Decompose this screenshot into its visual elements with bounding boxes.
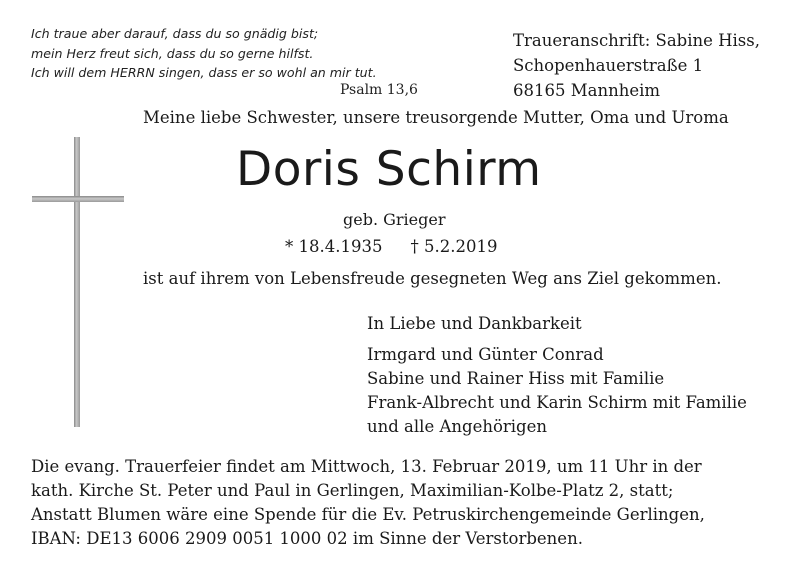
verse-line: Ich will dem HERRN singen, dass er so wohl an mir tut.: [31, 65, 377, 80]
intro-line: Meine liebe Schwester, unsere treusorgende Mutter, Oma und Uroma: [143, 108, 729, 127]
mourning-address: [513, 28, 760, 103]
funeral-details-line: Anstatt Blumen wäre eine Spende für die Ev. Petruskirchengemeinde Gerlingen,: [31, 505, 705, 524]
funeral-details-line: IBAN: DE13 6006 2909 0051 1000 02 im Sinne der Verstorbenen.: [31, 529, 583, 548]
funeral-details-line: kath. Kirche St. Peter und Paul in Gerlingen, Maximilian-Kolbe-Platz 2, statt;: [31, 481, 674, 500]
funeral-details: [31, 455, 771, 551]
mourner-entry: und alle Angehörigen: [367, 417, 548, 436]
bible-verse: [31, 24, 377, 83]
funeral-details-line: Die evang. Trauerfeier findet am Mittwoch, 13. Februar 2019, um 11 Uhr in der: [31, 457, 702, 476]
maiden-name: geb. Grieger: [343, 210, 446, 229]
life-dates: [285, 237, 497, 256]
mourners-block: [367, 314, 747, 439]
mourners-list: [367, 343, 747, 439]
passing-statement: ist auf ihrem von Lebensfreude gesegneten Weg ans Ziel gekommen.: [143, 269, 722, 288]
address-line: 68165 Mannheim: [513, 81, 661, 100]
cross-icon: [32, 137, 124, 437]
verse-line: Ich traue aber darauf, dass du so gnädig bist;: [31, 26, 319, 41]
mourner-entry: Frank-Albrecht und Karin Schirm mit Familie: [367, 393, 747, 412]
mourner-entry: Irmgard und Günter Conrad: [367, 345, 604, 364]
verse-line: mein Herz freut sich, dass du so gerne hilfst.: [31, 45, 314, 61]
death-date: † 5.2.2019: [410, 237, 498, 256]
address-line: Traueranschrift: Sabine Hiss,: [513, 31, 760, 50]
cross-horizontal-bar: [32, 196, 124, 202]
deceased-name: Doris Schirm: [236, 142, 542, 197]
cross-vertical-bar: [74, 137, 80, 427]
mourners-heading: In Liebe und Dankbarkeit: [367, 314, 582, 333]
verse-reference: Psalm 13,6: [340, 82, 418, 98]
address-line: Schopenhauerstraße 1: [513, 56, 704, 75]
birth-date: * 18.4.1935: [285, 237, 383, 256]
mourner-entry: Sabine und Rainer Hiss mit Familie: [367, 369, 665, 388]
